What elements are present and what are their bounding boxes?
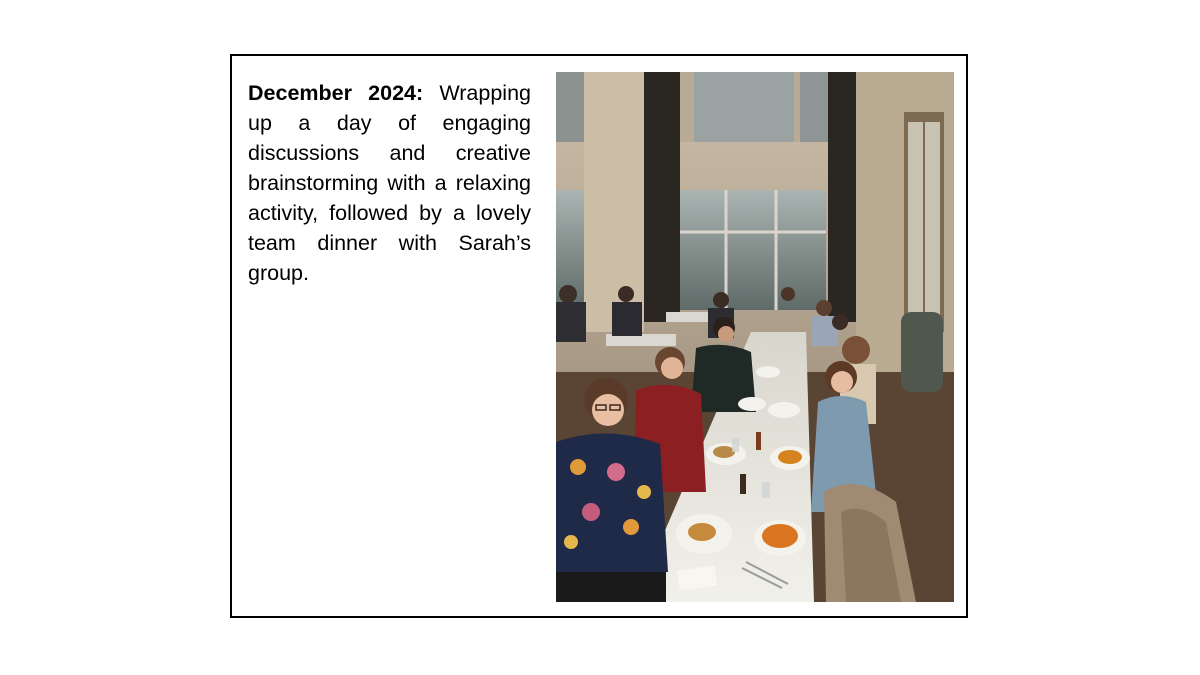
caption-body: Wrapping up a day of engaging discussions and creative brainstorming with a relaxing activity, followed by a lovely team dinner with Sarah’s group.: [248, 81, 531, 285]
caption-text: [248, 78, 531, 288]
team-dinner-photo-illustration: [556, 72, 954, 602]
date-heading: December 2024:: [248, 81, 424, 105]
team-dinner-photo: [556, 72, 954, 602]
content-frame: [230, 54, 968, 618]
